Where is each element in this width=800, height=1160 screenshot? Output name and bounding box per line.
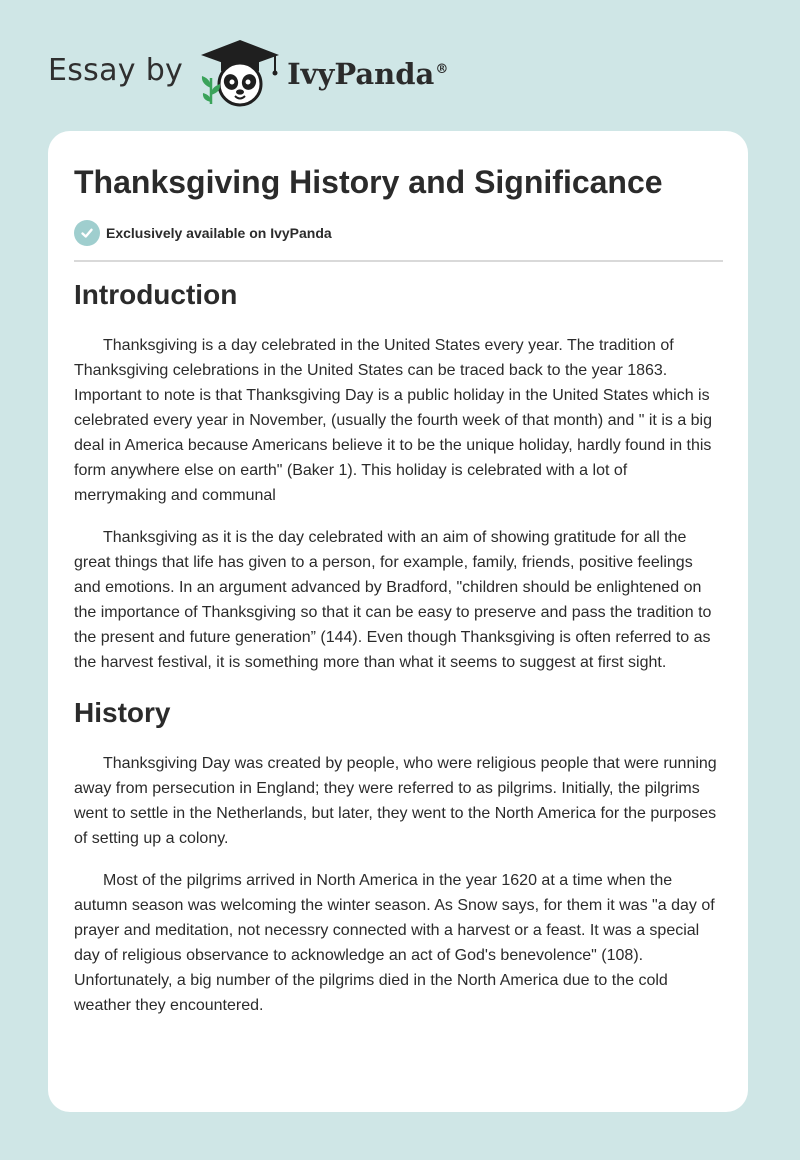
- brand-name-text: IvyPanda: [287, 57, 435, 91]
- title-divider: [74, 260, 723, 262]
- essay-by-label: Essay by: [48, 52, 184, 88]
- brand-name[interactable]: [287, 57, 448, 91]
- essay-card: [48, 131, 748, 1112]
- page-title: Thanksgiving History and Significance: [74, 164, 663, 200]
- paragraph: Thanksgiving as it is the day celebrated with an aim of showing gratitude for all the great things that life has given to a person, for example, family, friends, positive feelings and emotions. In an argument advanced by Bradford, "children should be enlightened on the importance of Thanksgiving so that it can be easy to preserve and pass the tradition to the present and future generation” (144). Even though Thanksgiving is often referred to as the harvest festival, it is something more than what it seems to suggest at first sight.: [74, 529, 712, 672]
- paragraph: Thanksgiving is a day celebrated in the United States every year. The tradition of Thanksgiving celebrations in the United States can be traced back to the year 1863. Important to note is that Thanksgiving Day is a public holiday in the United States which is celebrated every year in November, (usually the fourth week of that month) and " it is a big deal in America because Americans believe it to be the unique holiday, hardly found in this form anywhere else on earth" (Baker 1). This holiday is celebrated with a lot of merrymaking and communal: [74, 337, 713, 505]
- check-icon: [74, 220, 100, 246]
- exclusive-badge-label: Exclusively available on IvyPanda: [106, 225, 332, 241]
- section-introduction: [74, 279, 723, 675]
- panda-logo-icon[interactable]: [197, 38, 283, 108]
- paragraph: Most of the pilgrims arrived in North America in the year 1620 at a time when the autumn season was welcoming the winter season. As Snow says, for them it was "a day of prayer and meditation, not necessry connected with a harvest or a feast. It was a special day of religious observance to acknowledge an act of God's benevolence" (108). Unfortunately, a big number of the pilgrims died in the North America due to the cold weather they encountered.: [74, 872, 715, 1015]
- exclusive-badge: [74, 220, 332, 246]
- section-history: [74, 697, 723, 1018]
- essay-body: [74, 279, 723, 1035]
- section-heading: Introduction: [74, 279, 238, 310]
- paragraph: Thanksgiving Day was created by people, who were religious people that were running away from persecution in England; they were referred to as pilgrims. Initially, the pilgrims went to settle in the Netherlands, but later, they went to the North America for the purposes of setting up a colony.: [74, 755, 717, 848]
- section-heading: History: [74, 697, 171, 729]
- registered-mark: ®: [435, 62, 449, 78]
- site-header: [48, 38, 448, 108]
